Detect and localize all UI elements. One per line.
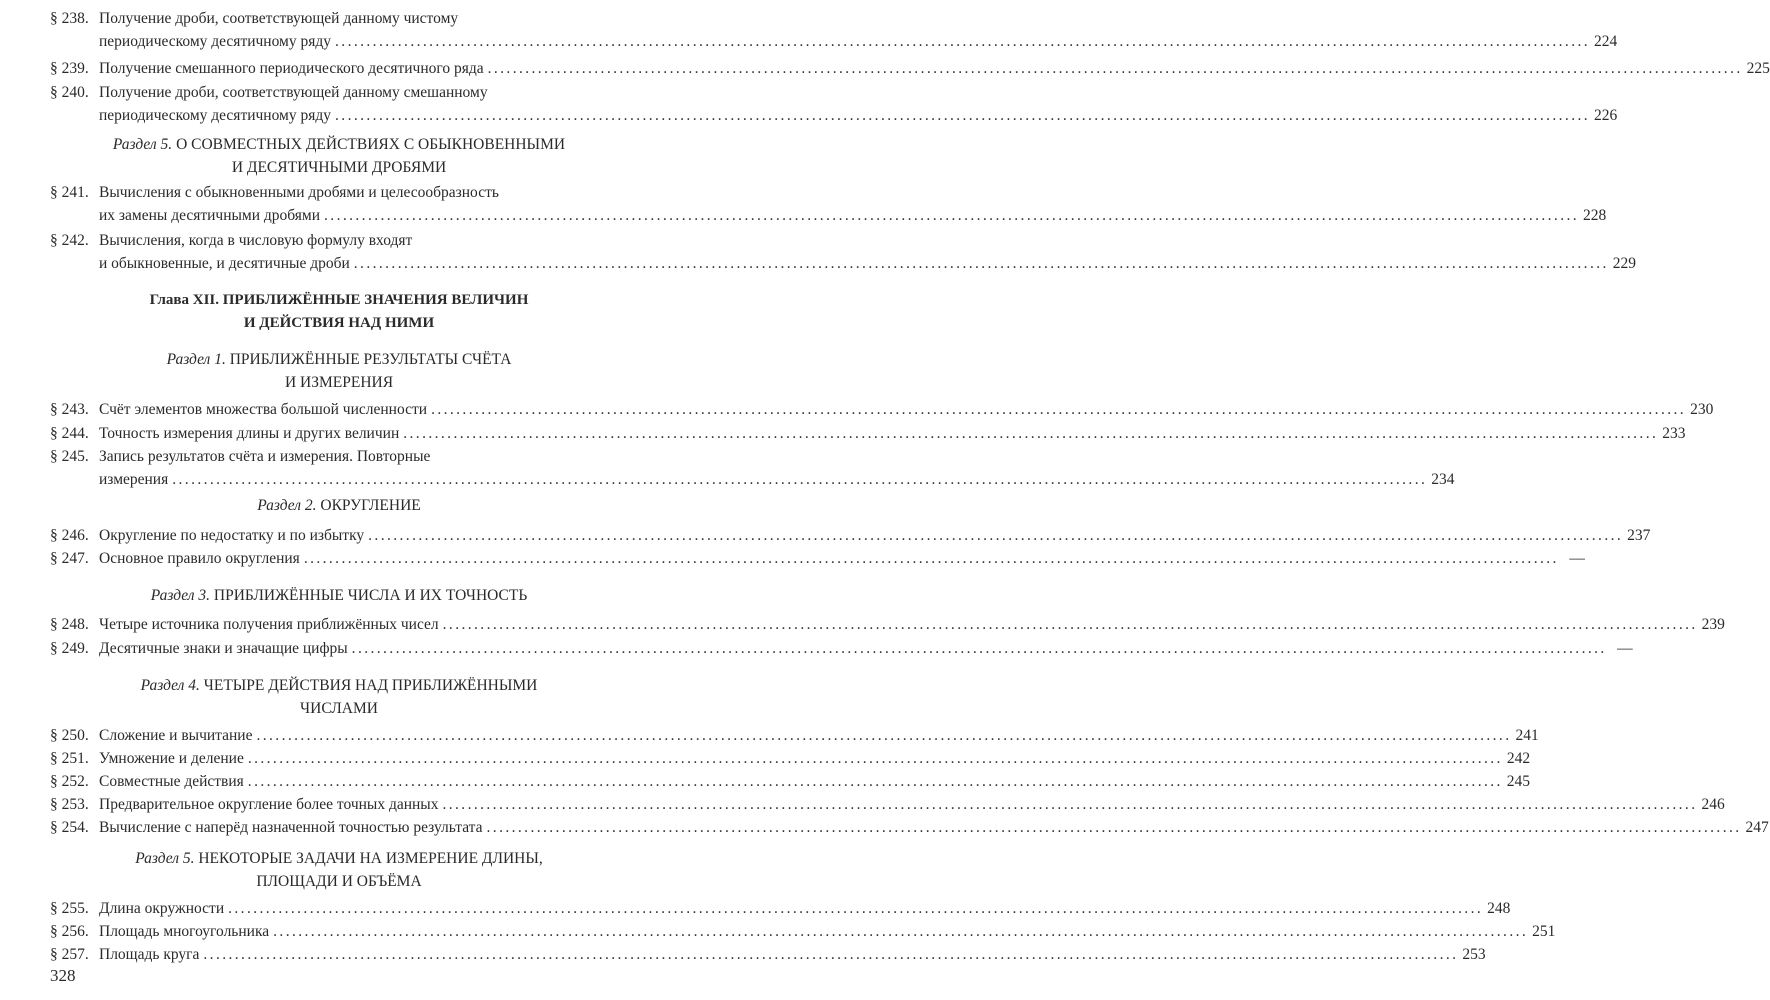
page-ref: — <box>1617 640 1633 657</box>
section-title-line2: И ИЗМЕРЕНИЯ <box>284 374 394 391</box>
section-title-line1: ПРИБЛИЖЁННЫЕ ЧИСЛА И ИХ ТОЧНОСТЬ <box>213 587 528 604</box>
section-heading-4 <box>50 674 628 720</box>
section-number: § 243. <box>50 401 89 418</box>
page-number: 328 <box>50 966 76 985</box>
entry-title-line: Четыре источника получения приближённых чисел <box>99 616 439 633</box>
section-number: § 252. <box>50 773 89 790</box>
dot-leader: ........................................................................................................................................................................................................ <box>228 900 1484 917</box>
page-ref: 226 <box>1594 107 1618 124</box>
section-number: § 256. <box>50 923 89 940</box>
entry-title-line: Вычисления, когда в числовую формулу входят <box>99 232 413 249</box>
section-title-line1: О СОВМЕСТНЫХ ДЕЙСТВИЯХ С ОБЫКНОВЕННЫМИ <box>176 136 566 153</box>
section-number: § 242. <box>50 232 89 249</box>
section-label: Раздел 1. <box>166 351 226 368</box>
toc-entry-256 <box>50 920 1556 943</box>
dot-leader: ........................................................................................................................................................................................................ <box>273 923 1529 940</box>
entry-title-line: Площадь многоугольника <box>99 923 270 940</box>
page-ref: 251 <box>1532 923 1556 940</box>
dot-leader: ........................................................................................................................................................................................................ <box>431 401 1687 418</box>
section-number: § 241. <box>50 184 89 201</box>
page-ref: 229 <box>1612 255 1637 272</box>
page-ref: 242 <box>1506 750 1531 767</box>
page-ref: 246 <box>1701 796 1725 813</box>
entry-title-line: Округление по недостатку и по избытку <box>99 527 365 544</box>
toc-entry-247 <box>50 547 1585 570</box>
toc-entry-251 <box>50 747 1531 770</box>
section-label: Раздел 2. <box>257 497 317 514</box>
entry-title-line: Получение дроби, соответствующей данному чистому <box>99 10 459 27</box>
toc-entry-239 <box>50 57 1770 80</box>
section-number: § 248. <box>50 616 89 633</box>
toc-entry-243 <box>50 398 1714 421</box>
section-number: § 238. <box>50 10 89 27</box>
section-number: § 257. <box>50 946 89 963</box>
section-title-line2: И ДЕСЯТИЧНЫМИ ДРОБЯМИ <box>231 159 447 176</box>
page-ref: 241 <box>1515 727 1539 744</box>
toc-entry-248 <box>50 613 1725 636</box>
section-label: Раздел 3. <box>150 587 210 604</box>
chapter-title-line1: Глава XII. ПРИБЛИЖЁННЫЕ ЗНАЧЕНИЯ ВЕЛИЧИН <box>149 292 529 308</box>
page-ref: 245 <box>1506 773 1531 790</box>
dot-leader: ........................................................................................................................................................................................................ <box>368 527 1624 544</box>
toc-entry-238 <box>50 7 1618 53</box>
section-number: § 244. <box>50 425 89 442</box>
dot-leader: ........................................................................................................................................................................................................ <box>353 255 1609 272</box>
dot-leader: ........................................................................................................................................................................................................ <box>487 60 1743 77</box>
section-number: § 253. <box>50 796 89 813</box>
entry-title-line: Предварительное округление более точных данных <box>99 796 439 813</box>
toc-entry-246 <box>50 524 1651 547</box>
entry-title-line: Точность измерения длины и других величин <box>99 425 400 442</box>
section-number: § 247. <box>50 550 89 567</box>
section-title-line1: ОКРУГЛЕНИЕ <box>320 497 421 514</box>
dot-leader: ........................................................................................................................................................................................................ <box>247 773 1503 790</box>
entry-title-line: Получение дроби, соответствующей данному смешанному <box>99 84 488 101</box>
page-ref: 237 <box>1627 527 1651 544</box>
section-number: § 246. <box>50 527 89 544</box>
page-ref: 230 <box>1690 401 1714 418</box>
page-ref: 239 <box>1701 616 1725 633</box>
toc-entry-250 <box>50 724 1539 747</box>
section-number: § 245. <box>50 448 89 465</box>
section-title-line1: НЕКОТОРЫЕ ЗАДАЧИ НА ИЗМЕРЕНИЕ ДЛИНЫ, <box>198 850 543 867</box>
section-title-line1: ЧЕТЫРЕ ДЕЙСТВИЯ НАД ПРИБЛИЖЁННЫМИ <box>203 677 538 694</box>
page-ref: 234 <box>1431 471 1455 488</box>
section-title-line2: ПЛОЩАДИ И ОБЪЁМА <box>256 873 422 890</box>
toc-entry-253 <box>50 793 1725 816</box>
dot-leader: ........................................................................................................................................................................................................ <box>324 207 1580 224</box>
entry-title-line: Основное правило округления <box>99 550 300 567</box>
section-title-line1: ПРИБЛИЖЁННЫЕ РЕЗУЛЬТАТЫ СЧЁТА <box>229 351 512 368</box>
entry-title-line: Сложение и вычитание <box>99 727 253 744</box>
section-heading-1 <box>50 348 628 394</box>
entry-title-line: Площадь круга <box>99 946 200 963</box>
entry-title-line: Длина окружности <box>99 900 225 917</box>
toc-entry-240 <box>50 81 1618 127</box>
toc-entry-241 <box>50 181 1607 227</box>
dot-leader: ........................................................................................................................................................................................................ <box>247 750 1503 767</box>
entry-title-line: Получение смешанного периодического десятичного ряда <box>99 60 484 77</box>
section-label: Раздел 5. <box>135 850 195 867</box>
section-label: Раздел 5. <box>112 136 173 153</box>
section-number: § 240. <box>50 84 89 101</box>
page-ref: 253 <box>1462 946 1486 963</box>
dot-leader: ........................................................................................................................................................................................................ <box>403 425 1659 442</box>
chapter-heading <box>50 289 628 335</box>
entry-title-line: Умножение и деление <box>99 750 244 767</box>
dot-leader: ........................................................................................................................................................................................................ <box>442 796 1698 813</box>
section-heading-3 <box>50 584 628 607</box>
section-heading-2 <box>50 494 628 517</box>
toc-entry-255 <box>50 897 1511 920</box>
entry-title-line: периодическому десятичному ряду <box>99 107 332 124</box>
entry-title-line: периодическому десятичному ряду <box>99 33 332 50</box>
entry-title-line: Десятичные знаки и значащие цифры <box>99 640 348 657</box>
section-number: § 251. <box>50 750 89 767</box>
dot-leader: ........................................................................................................................................................................................................ <box>172 471 1428 488</box>
page-ref: 233 <box>1662 425 1686 442</box>
toc-entry-249 <box>50 637 1633 660</box>
section-label: Раздел 4. <box>140 677 200 694</box>
entry-title-line: Вычисление с наперёд назначенной точностью результата <box>99 819 483 836</box>
chapter-title-line2: И ДЕЙСТВИЯ НАД НИМИ <box>243 315 435 331</box>
section-heading-5b <box>50 847 628 893</box>
entry-title-line: Совместные действия <box>99 773 244 790</box>
dot-leader: ........................................................................................................................................................................................................ <box>486 819 1742 836</box>
toc-entry-245 <box>50 445 1455 491</box>
dot-leader: ........................................................................................................................................................................................................ <box>335 107 1591 124</box>
entry-title-line: и обыкновенные, и десятичные дроби <box>99 255 350 272</box>
page-ref: 224 <box>1594 33 1618 50</box>
dot-leader: ........................................................................................................................................................................................................ <box>303 550 1559 567</box>
section-heading-5a <box>50 133 628 179</box>
dot-leader: ........................................................................................................................................................................................................ <box>351 640 1607 657</box>
entry-title-line: Вычисления с обыкновенными дробями и целесообразность <box>99 184 499 201</box>
section-number: § 239. <box>50 60 89 77</box>
page-ref: 247 <box>1745 819 1769 836</box>
section-number: § 255. <box>50 900 89 917</box>
toc-entry-252 <box>50 770 1531 793</box>
toc-entry-254 <box>50 816 1769 839</box>
entry-title-line: измерения <box>99 471 169 488</box>
page-ref: 248 <box>1487 900 1511 917</box>
dot-leader: ........................................................................................................................................................................................................ <box>203 946 1459 963</box>
section-number: § 250. <box>50 727 89 744</box>
section-title-line2: ЧИСЛАМИ <box>300 700 378 717</box>
section-number: § 254. <box>50 819 89 836</box>
dot-leader: ........................................................................................................................................................................................................ <box>256 727 1512 744</box>
page-ref: 228 <box>1583 207 1607 224</box>
dot-leader: ........................................................................................................................................................................................................ <box>335 33 1591 50</box>
entry-title-line: Счёт элементов множества большой численности <box>99 401 428 418</box>
section-number: § 249. <box>50 640 89 657</box>
toc-entry-244 <box>50 422 1686 445</box>
page-ref: 225 <box>1746 60 1770 77</box>
entry-title-line: их замены десятичными дробями <box>99 207 321 224</box>
entry-title-line: Запись результатов счёта и измерения. Повторные <box>99 448 431 465</box>
toc-entry-242 <box>50 229 1637 275</box>
dot-leader: ........................................................................................................................................................................................................ <box>442 616 1698 633</box>
toc-entry-257 <box>50 943 1486 966</box>
page-ref: — <box>1569 550 1585 567</box>
